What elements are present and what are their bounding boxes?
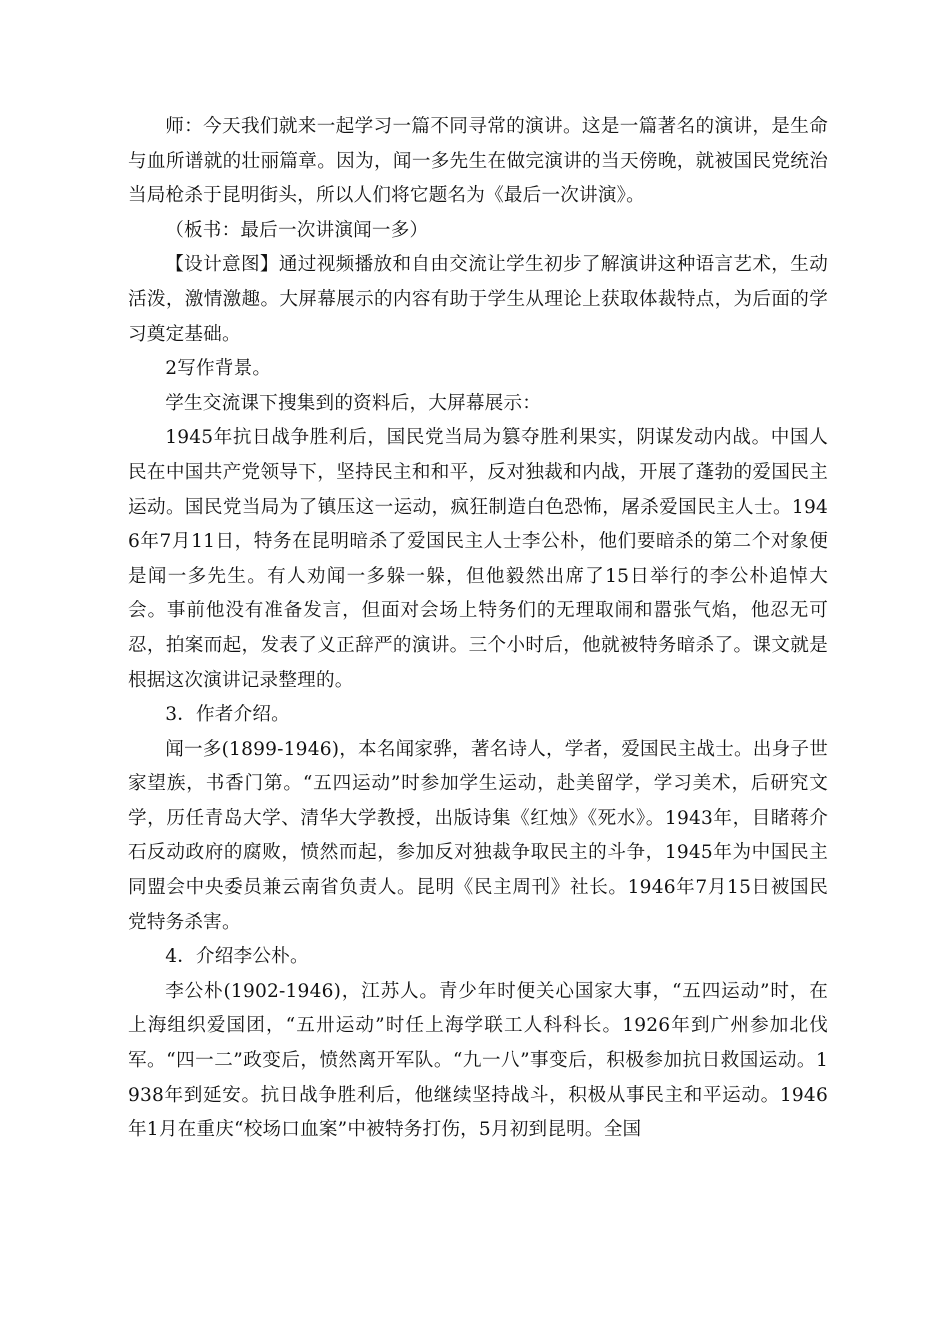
paragraph-blackboard-note: （板书：最后一次讲演闻一多） [165,219,429,241]
heading-author-intro: 3．作者介绍。 [165,704,290,726]
paragraph-design-intent: 【设计意图】通过视频播放和自由交流让学生初步了解演讲这种语言艺术，生动活泼，激情激趣。大屏幕展示的内容有助于学生从理论上获取体裁特点，为后面的学习奠定基础。 [128,254,828,345]
document-body [128,110,828,1148]
heading-li-gongpu-intro: 4．介绍李公朴。 [165,946,309,968]
paragraph-student-exchange: 学生交流课下搜集到的资料后，大屏幕展示： [165,392,542,414]
paragraph-wen-yiduo-bio: 闻一多(1899-1946)，本名闻家骅，著名诗人，学者，爱国民主战士。出身子世家望族，书香门第。“五四运动”时参加学生运动，赴美留学，学习美术，后研究文学，历任青岛大学、清华大学教授，出版诗集《红烛》《死水》。1943年，目睹蒋介石反动政府的腐败，愤然而起，参加反对独裁争取民主的斗争，1945年为中国民主同盟会中央委员兼云南省负责人。昆明《民主周刊》社长。1946年7月15日被国民党特务杀害。 [128,738,828,933]
heading-writing-background: 2写作背景。 [165,358,272,380]
paragraph-li-gongpu-bio: 李公朴(1902-1946)，江苏人。青少年时便关心国家大事，“五四运动”时，在上海组织爱国团，“五卅运动”时任上海学联工人科科长。1926年到广州参加北伐军。“四一二”政变后，愤然离开军队。“九一八”事变后，积极参加抗日救国运动。1938年到延安。抗日战争胜利后，他继续坚持战斗，积极从事民主和平运动。1946年1月在重庆“校场口血案”中被特务打伤，5月初到昆明。全国 [128,980,828,1141]
paragraph-historical-background: 1945年抗日战争胜利后，国民党当局为篡夺胜利果实，阴谋发动内战。中国人民在中国共产党领导下，坚持民主和和平，反对独裁和内战，开展了蓬勃的爱国民主运动。国民党当局为了镇压这一运动，疯狂制造白色恐怖，屠杀爱国民主人士。1946年7月11日，特务在昆明暗杀了爱国民主人士李公朴，他们要暗杀的第二个对象便是闻一多先生。有人劝闻一多躲一躲，但他毅然出席了15日举行的李公朴追悼大会。事前他没有准备发言，但面对会场上特务们的无理取闹和嚣张气焰，他忍无可忍，拍案而起，发表了义正辞严的演讲。三个小时后，他就被特务暗杀了。课文就是根据这次演讲记录整理的。 [128,427,828,691]
paragraph-teacher-intro: 师：今天我们就来一起学习一篇不同寻常的演讲。这是一篇著名的演讲，是生命与血所谱就的壮丽篇章。因为，闻一多先生在做完演讲的当天傍晚，就被国民党统治当局枪杀于昆明街头，所以人们将它题名为《最后一次讲演》。 [128,116,828,207]
